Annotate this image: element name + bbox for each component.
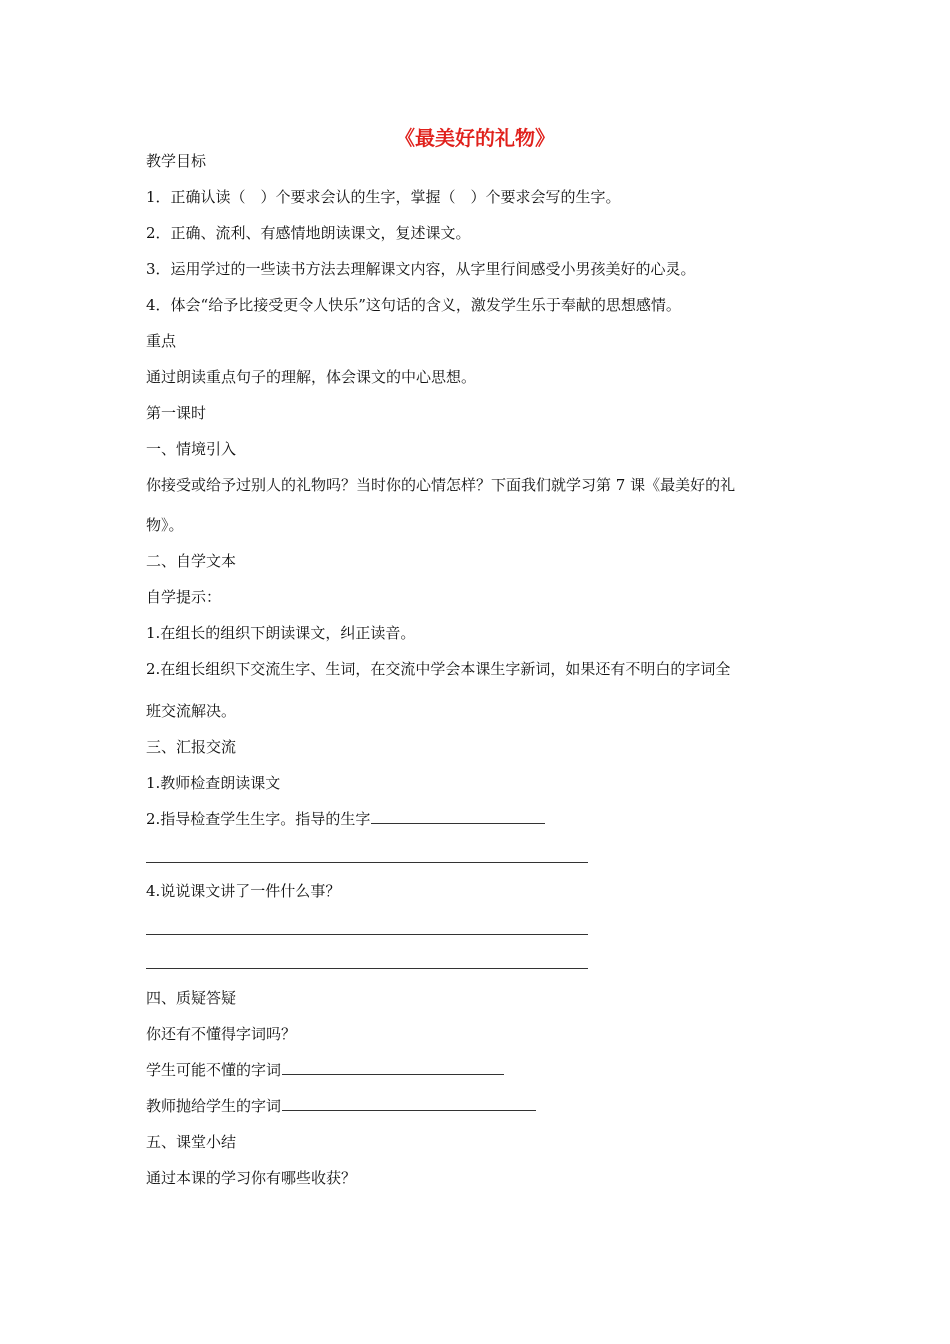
- objective-2: 2．正确、流利、有感情地朗读课文，复述课文。: [146, 224, 471, 242]
- part3-heading: 三、汇报交流: [146, 738, 237, 756]
- part4-teacher-label: 教师抛给学生的字词: [146, 1097, 282, 1115]
- key-point-heading: 重点: [146, 332, 177, 350]
- part4-question: 你还有不懂得字词吗？: [146, 1025, 297, 1043]
- document-title: 《最美好的礼物》: [395, 126, 555, 150]
- part3-item-4: 4.说说课文讲了一件什么事？: [146, 882, 341, 900]
- part3-item-2-label: 2.指导检查学生生字。指导的生字: [146, 810, 371, 828]
- part2-item-2-line2: 班交流解决。: [146, 702, 237, 720]
- part1-text-line1: 你接受或给予过别人的礼物吗？当时你的心情怎样？下面我们就学习第 7 课《最美好的礼: [146, 476, 736, 494]
- part5-heading: 五、课堂小结: [146, 1133, 237, 1151]
- part1-heading: 一、情境引入: [146, 440, 237, 458]
- answer-line[interactable]: [146, 934, 588, 935]
- answer-blank[interactable]: [371, 823, 545, 824]
- objective-1: 1．正确认读（ ）个要求会认的生字，掌握（ ）个要求会写的生字。: [146, 188, 621, 206]
- part3-item-2: [146, 808, 545, 830]
- part4-student-label: 学生可能不懂的字词: [146, 1061, 282, 1079]
- objectives-heading: 教学目标: [146, 152, 207, 170]
- answer-line[interactable]: [146, 968, 588, 969]
- part2-heading: 二、自学文本: [146, 552, 237, 570]
- part2-item-1: 1.在组长的组织下朗读课文，纠正读音。: [146, 624, 416, 642]
- lesson-heading: 第一课时: [146, 404, 207, 422]
- part2-tip: 自学提示：: [146, 588, 222, 606]
- part4-heading: 四、质疑答疑: [146, 989, 237, 1007]
- objective-4: 4．体会“给予比接受更令人快乐”这句话的含义，激发学生乐于奉献的思想感情。: [146, 296, 681, 314]
- part2-item-2-line1: 2.在组长组织下交流生字、生词，在交流中学会本课生字新词，如果还有不明白的字词全: [146, 660, 731, 678]
- answer-blank[interactable]: [282, 1110, 536, 1111]
- answer-line[interactable]: [146, 862, 588, 863]
- objective-3: 3．运用学过的一些读书方法去理解课文内容，从字里行间感受小男孩美好的心灵。: [146, 260, 696, 278]
- part3-item-1: 1.教师检查朗读课文: [146, 774, 281, 792]
- answer-blank[interactable]: [282, 1074, 504, 1075]
- part5-question: 通过本课的学习你有哪些收获？: [146, 1169, 357, 1187]
- part1-text-line2: 物》。: [146, 516, 184, 534]
- part4-teacher-words: [146, 1095, 536, 1117]
- key-point-text: 通过朗读重点句子的理解，体会课文的中心思想。: [146, 368, 477, 386]
- part4-student-words: [146, 1059, 504, 1081]
